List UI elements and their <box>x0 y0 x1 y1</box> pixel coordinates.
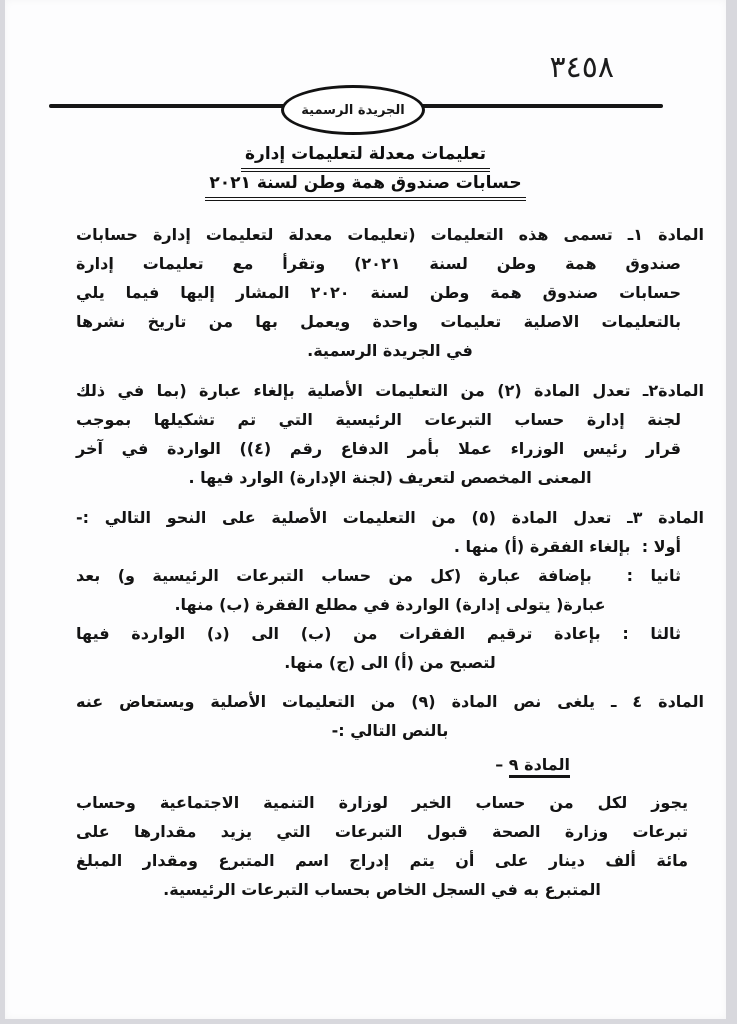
title-line-1: تعليمات معدلة لتعليمات إدارة <box>241 141 490 172</box>
document-title <box>5 141 726 199</box>
page-number: ٣٤٥٨ <box>549 50 614 85</box>
article-9-body <box>76 788 688 904</box>
article-3-item-second-line-2: عبارة( يتولى إدارة) الواردة في مطلع الفقرة (ب) منها. <box>174 595 606 614</box>
article-9-heading-text: المادة ٩ <box>509 755 570 778</box>
title-row-2 <box>5 170 726 199</box>
article-9-line-2: تبرعات وزارة الصحة قبول التبرعات التي يزيد مقدارها على <box>76 822 688 841</box>
article-1-line-1: المادة ١ـ تسمى هذه التعليمات (تعليمات معدلة لتعليمات إدارة حسابات <box>76 225 705 244</box>
article-3-item-second-line-1: ثانيا : بإضافة عبارة (كل من حساب التبرعات الرئيسية و) بعد <box>76 566 681 585</box>
article-9-heading-dash: – <box>495 755 504 774</box>
article-3-item-first: أولا : بإلغاء الفقرة (أ) منها . <box>453 537 681 556</box>
article-1-line-2: صندوق همة وطن لسنة ٢٠٢١) وتقرأ مع تعليمات إدارة <box>76 254 681 273</box>
article-3-intro: المادة ٣ـ تعدل المادة (٥) من التعليمات الأصلية على النحو التالي :- <box>76 508 704 527</box>
article-4-line-1: المادة ٤ ـ يلغى نص المادة (٩) من التعليمات الأصلية ويستعاض عنه <box>76 692 705 711</box>
article-1-line-5: في الجريدة الرسمية. <box>307 341 473 360</box>
article-2-line-1: المادة٢ـ تعدل المادة (٢) من التعليمات الأصلية بإلغاء عبارة (بما في ذلك <box>76 381 705 400</box>
article-2-line-2: لجنة إدارة حساب التبرعات الرئيسية التي تم تشكيلها بموجب <box>76 410 681 429</box>
gazette-page <box>5 0 726 1019</box>
article-4-line-2: بالنص التالي :- <box>331 721 449 740</box>
article-9-line-4: المتبرع به في السجل الخاص بحساب التبرعات الرئيسية. <box>163 880 601 899</box>
article-9-heading <box>76 750 704 779</box>
document-body <box>76 220 704 904</box>
article-3-item-third-line-1: ثالثا : بإعادة ترقيم الفقرات من (ب) الى (د) الواردة فيها <box>76 624 681 643</box>
title-row-1 <box>5 141 726 170</box>
article-1-line-4: بالتعليمات الاصلية تعليمات واحدة ويعمل بها من تاريخ نشرها <box>76 312 681 331</box>
gazette-name: الجريدة الرسمية <box>301 102 405 118</box>
article-3-item-third-line-2: لتصبح من (أ) الى (ج) منها. <box>284 653 496 672</box>
article-1-line-3: حسابات صندوق همة وطن لسنة ٢٠٢٠ المشار إليها فيما يلي <box>76 283 681 302</box>
article-2 <box>76 376 704 492</box>
article-9-line-1: يجوز لكل من حساب الخير لوزارة التنمية الاجتماعية وحساب <box>76 793 688 812</box>
gazette-oval-seal <box>281 85 425 135</box>
article-3 <box>76 503 704 677</box>
article-2-line-4: المعنى المخصص لتعريف (لجنة الإدارة) الوارد فيها . <box>188 468 592 487</box>
article-9-line-3: مائة ألف دينار على أن يتم إدراج اسم المتبرع ومقدار المبلغ <box>76 851 688 870</box>
article-2-line-3: قرار رئيس الوزراء عملا بأمر الدفاع رقم (٤)) الواردة في آخر <box>76 439 682 458</box>
article-1 <box>76 220 704 365</box>
title-line-2: حسابات صندوق همة وطن لسنة ٢٠٢١ <box>205 170 525 201</box>
article-4 <box>76 687 704 745</box>
